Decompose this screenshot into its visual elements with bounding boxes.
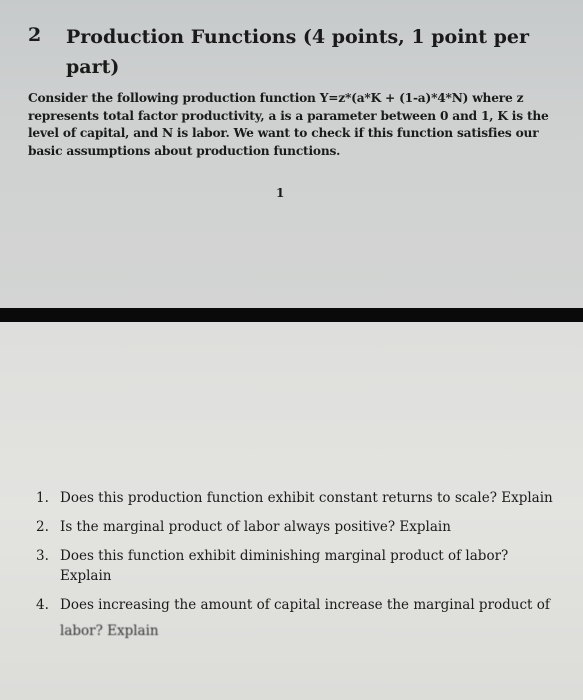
question-item bbox=[24, 595, 554, 630]
page-break-bar bbox=[0, 308, 583, 322]
question-number: 1. bbox=[36, 490, 49, 506]
question-text: Does this function exhibit diminishing marginal product of labor? Explain bbox=[60, 548, 509, 584]
question-list bbox=[24, 488, 554, 630]
question-text: Does this production function exhibit constant returns to scale? Explain bbox=[60, 490, 553, 506]
question-text: Is the marginal product of labor always positive? Explain bbox=[60, 519, 451, 535]
question-number: 4. bbox=[36, 597, 49, 613]
section-title: Production Functions (4 points, 1 point per part) bbox=[66, 26, 529, 78]
question-number: 3. bbox=[36, 548, 49, 564]
question-item bbox=[24, 517, 554, 537]
page-number: 1 bbox=[276, 186, 285, 200]
section-intro: Consider the following production function Y=z*(a*K + (1-a)*4*N) where z represents total factor productivity, a is a parameter between 0 and 1, K is the level of capital, and N is labor. We want to check if this function satisfies our basic assumptions about production functions. bbox=[28, 91, 549, 158]
question-item bbox=[24, 488, 554, 508]
question-text: Does increasing the amount of capital increase the marginal product of bbox=[60, 597, 550, 613]
question-text-cutoff bbox=[60, 621, 554, 630]
section-number: 2 bbox=[28, 24, 42, 46]
question-item bbox=[24, 546, 554, 586]
question-number: 2. bbox=[36, 519, 49, 535]
